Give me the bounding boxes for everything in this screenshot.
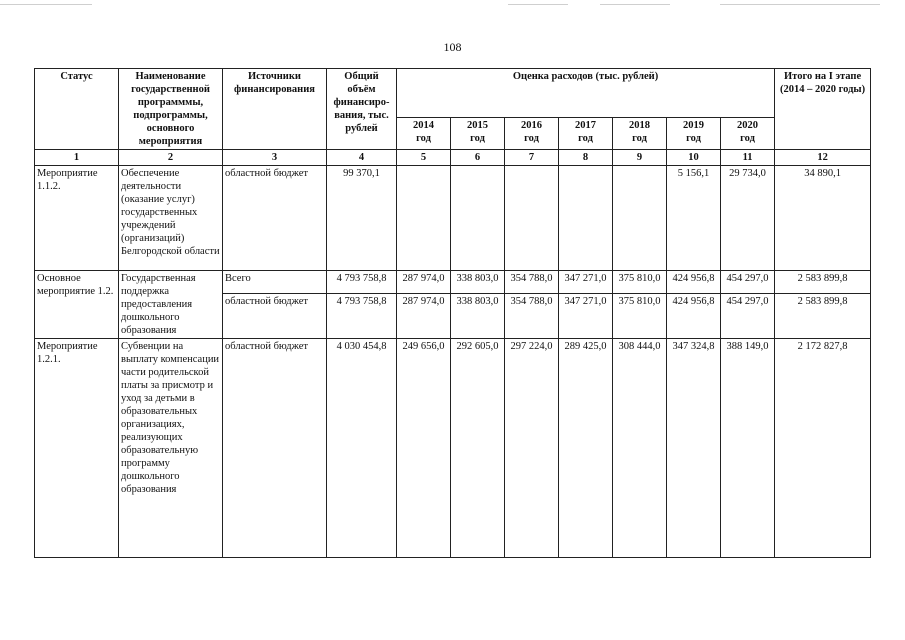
table-row <box>35 271 871 294</box>
year-value: 388 149,0 <box>721 339 775 558</box>
year-value: 308 444,0 <box>613 339 667 558</box>
year-value: 424 956,8 <box>667 293 721 338</box>
year-value: 375 810,0 <box>613 271 667 294</box>
year-value: 292 605,0 <box>451 339 505 558</box>
row-name: Обеспечение деятельности (оказание услуг) государственных учреждений (организаций) Белгородской области <box>119 166 223 271</box>
row-source: областной бюджет <box>223 166 327 271</box>
year-value: 29 734,0 <box>721 166 775 271</box>
year-value: 338 803,0 <box>451 293 505 338</box>
year-value: 424 956,8 <box>667 271 721 294</box>
column-number: 7 <box>505 150 559 166</box>
row-final: 2 583 899,8 <box>775 271 871 294</box>
year-value: 354 788,0 <box>505 293 559 338</box>
scan-top-line-right <box>720 4 880 5</box>
column-number: 2 <box>119 150 223 166</box>
column-number: 12 <box>775 150 871 166</box>
scan-top-line-mid2 <box>600 4 670 5</box>
header-status: Статус <box>35 69 119 150</box>
row-name: Государственная поддержка предоставления дошкольного образования <box>119 271 223 339</box>
year-value: 5 156,1 <box>667 166 721 271</box>
row-final: 34 890,1 <box>775 166 871 271</box>
year-cell: 2017 год <box>559 117 613 149</box>
header-row <box>35 69 871 118</box>
column-number: 1 <box>35 150 119 166</box>
year-cell: 2020 год <box>721 117 775 149</box>
row-status: Основное мероприятие 1.2. <box>35 271 119 339</box>
year-value: 287 974,0 <box>397 293 451 338</box>
table-row <box>35 339 871 558</box>
header-total: Общий объём финансиро-вания, тыс. рублей <box>327 69 397 150</box>
year-value <box>559 166 613 271</box>
year-value: 289 425,0 <box>559 339 613 558</box>
column-number-row <box>35 150 871 166</box>
scan-top-line-left <box>0 4 92 5</box>
year-value: 338 803,0 <box>451 271 505 294</box>
column-number: 6 <box>451 150 505 166</box>
column-number: 9 <box>613 150 667 166</box>
year-value: 454 297,0 <box>721 293 775 338</box>
header-sources: Источники финансирования <box>223 69 327 150</box>
header-expenses: Оценка расходов (тыс. рублей) <box>397 69 775 118</box>
row-status: Мероприятие 1.2.1. <box>35 339 119 558</box>
row-total: 4 030 454,8 <box>327 339 397 558</box>
row-total: 99 370,1 <box>327 166 397 271</box>
column-number: 10 <box>667 150 721 166</box>
row-total: 4 793 758,8 <box>327 271 397 294</box>
row-source: областной бюджет <box>223 293 327 338</box>
year-cell: 2015 год <box>451 117 505 149</box>
year-value: 375 810,0 <box>613 293 667 338</box>
header-final: Итого на I этапе (2014 – 2020 годы) <box>775 69 871 150</box>
year-value: 297 224,0 <box>505 339 559 558</box>
year-cell: 2018 год <box>613 117 667 149</box>
column-number: 5 <box>397 150 451 166</box>
table-row <box>35 166 871 271</box>
row-final: 2 172 827,8 <box>775 339 871 558</box>
row-name: Субвенции на выплату компенсации части родительской платы за присмотр и уход за детьми в образовательных организациях, реализующих образовательную программу дошкольного образования <box>119 339 223 558</box>
row-final: 2 583 899,8 <box>775 293 871 338</box>
year-value <box>451 166 505 271</box>
scan-top-line-mid <box>508 4 568 5</box>
year-value <box>613 166 667 271</box>
year-value: 454 297,0 <box>721 271 775 294</box>
year-value: 347 271,0 <box>559 293 613 338</box>
column-number: 8 <box>559 150 613 166</box>
year-value: 354 788,0 <box>505 271 559 294</box>
year-value: 287 974,0 <box>397 271 451 294</box>
year-value: 249 656,0 <box>397 339 451 558</box>
year-cell: 2014 год <box>397 117 451 149</box>
budget-table <box>34 68 871 558</box>
year-value <box>505 166 559 271</box>
year-cell: 2019 год <box>667 117 721 149</box>
column-number: 11 <box>721 150 775 166</box>
row-status: Мероприятие 1.1.2. <box>35 166 119 271</box>
column-number: 4 <box>327 150 397 166</box>
year-value: 347 324,8 <box>667 339 721 558</box>
column-number: 3 <box>223 150 327 166</box>
year-value: 347 271,0 <box>559 271 613 294</box>
row-source: Всего <box>223 271 327 294</box>
header-name: Наименование государственной программмы, подпрограммы, основного мероприятия <box>119 69 223 150</box>
year-value <box>397 166 451 271</box>
year-cell: 2016 год <box>505 117 559 149</box>
row-total: 4 793 758,8 <box>327 293 397 338</box>
page-number: 108 <box>443 40 462 54</box>
row-source: областной бюджет <box>223 339 327 558</box>
